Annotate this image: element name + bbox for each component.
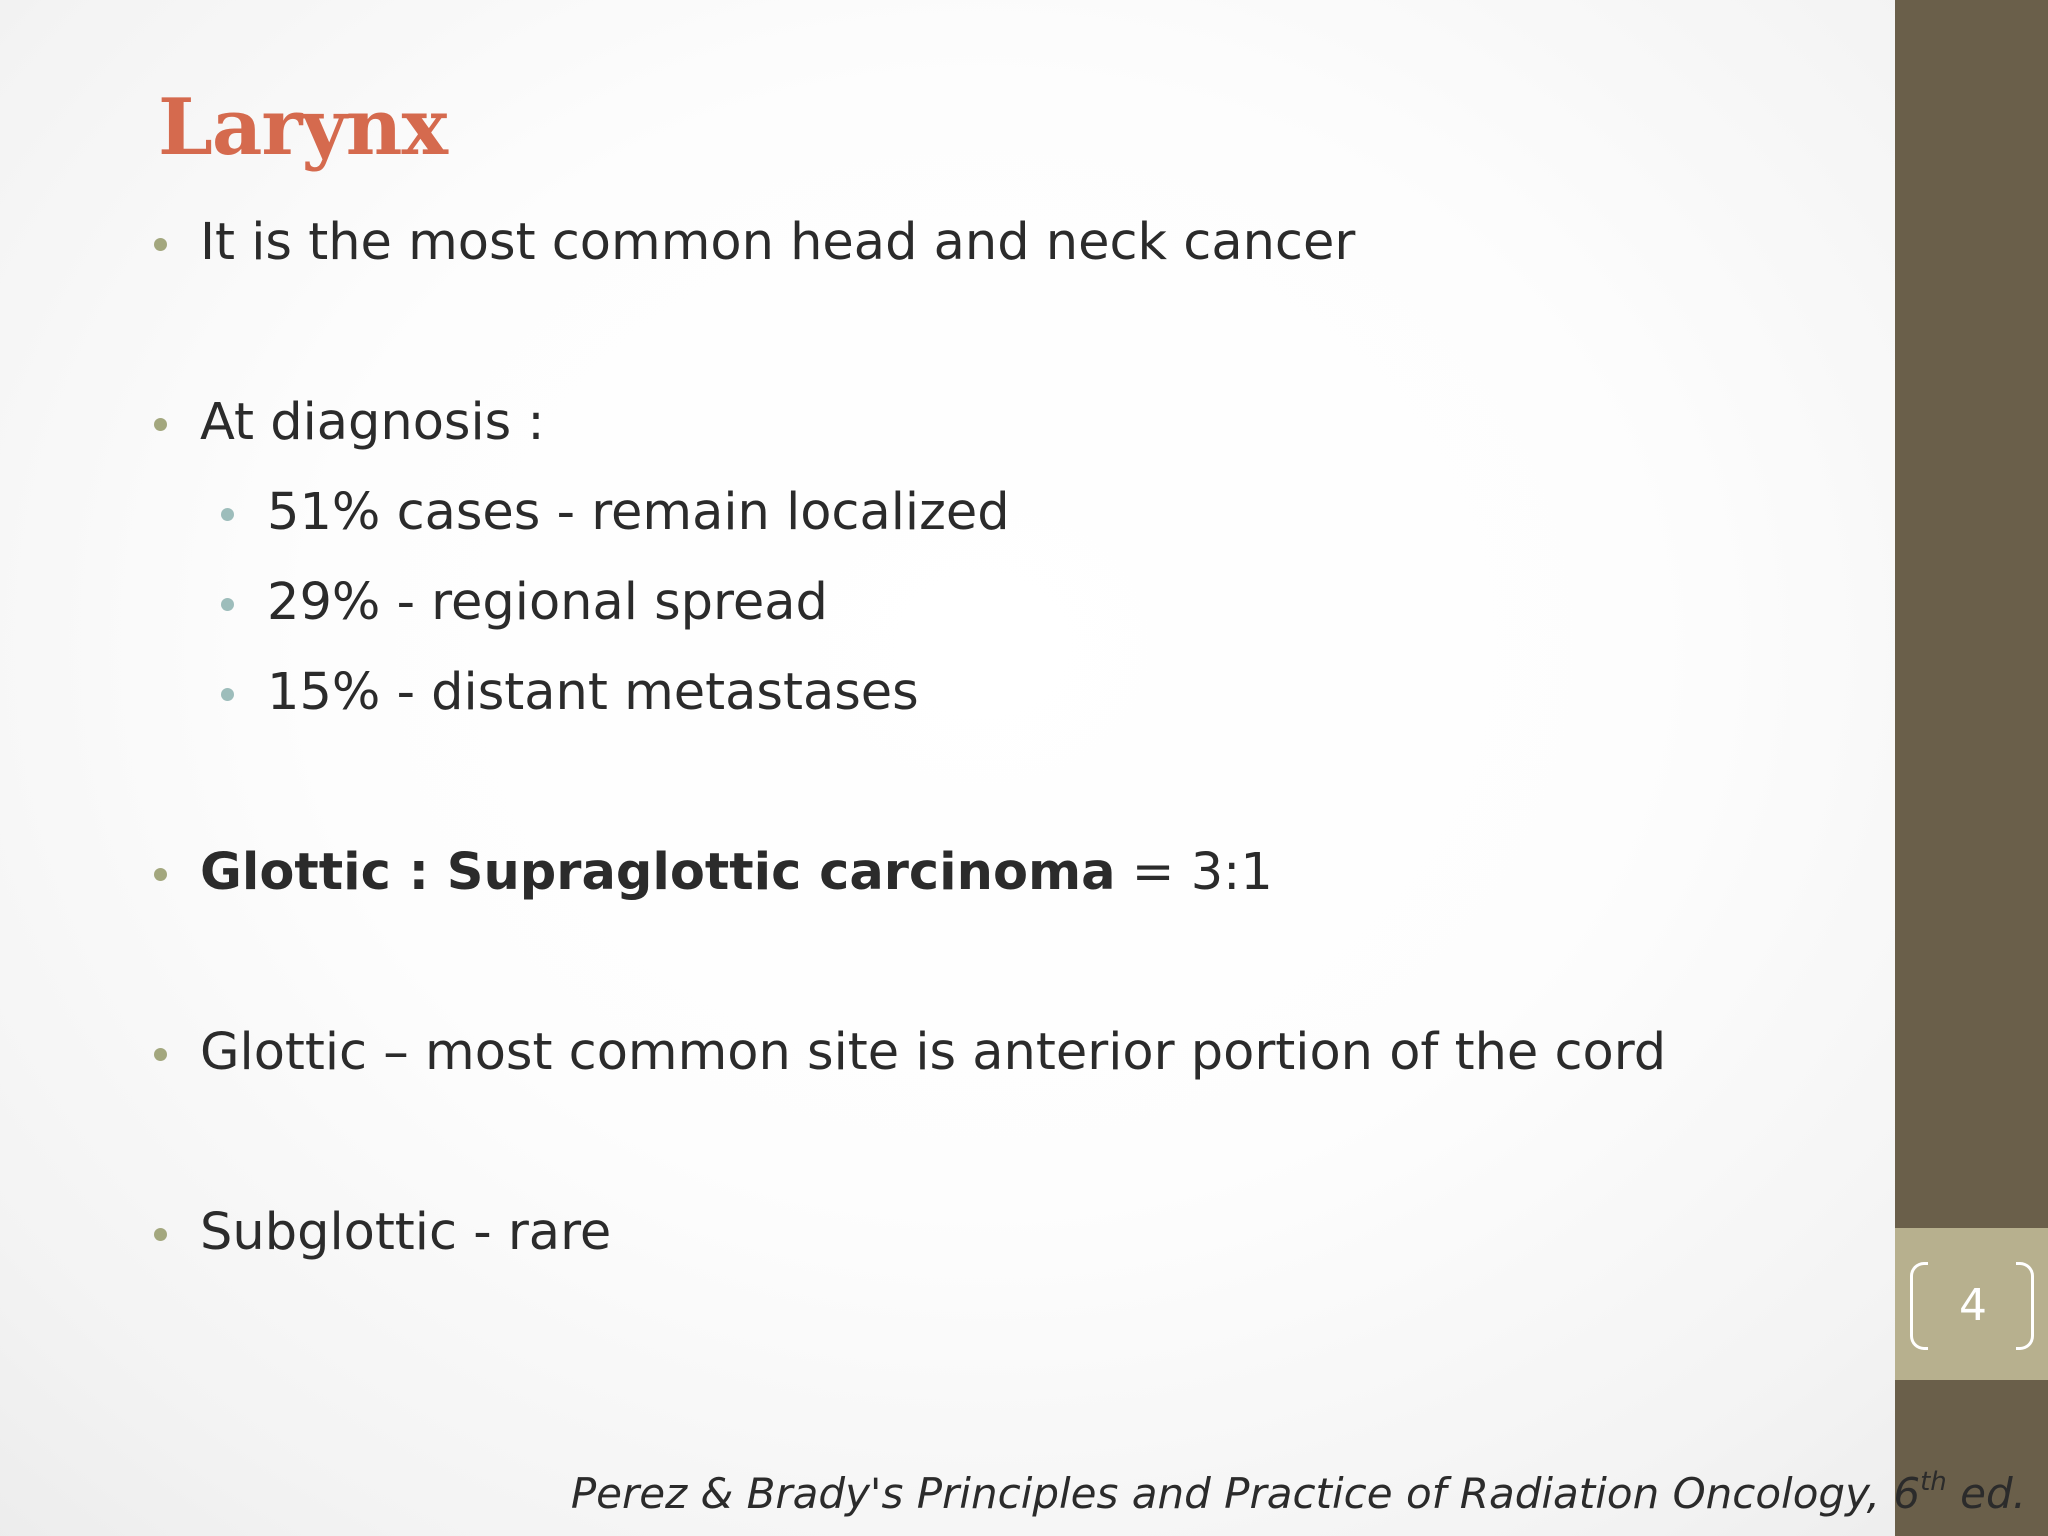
bullet-text: Subglottic - rare	[200, 1203, 612, 1262]
sub-bullet-localized	[267, 478, 1010, 548]
bullet-bold-text: Glottic : Supraglottic carcinoma	[200, 843, 1116, 902]
bullet-subglottic	[200, 1198, 611, 1268]
slide-title: Larynx	[158, 82, 448, 173]
bullet-dot-icon	[154, 868, 167, 881]
bullet-text: It is the most common head and neck cancer	[200, 213, 1356, 272]
bullet-dot-icon	[154, 418, 167, 431]
sub-bullet-text: 51% cases - remain localized	[267, 483, 1010, 542]
citation	[571, 1462, 2026, 1526]
sub-bullet-text: 15% - distant metastases	[267, 663, 919, 722]
sub-bullet-regional	[267, 568, 828, 638]
bullet-at-diagnosis	[200, 388, 545, 458]
bullet-dot-icon	[221, 508, 234, 521]
bullet-text: = 3:1	[1115, 843, 1273, 902]
bullet-most-common	[200, 208, 1355, 278]
citation-superscript: th	[1920, 1467, 1947, 1497]
right-bracket-icon	[2016, 1262, 2034, 1350]
sub-bullet-distant	[267, 658, 919, 728]
citation-main: Perez & Brady's Principles and Practice of Radiation Oncology, 6	[570, 1469, 1921, 1518]
bullet-text: Glottic – most common site is anterior portion of the cord	[200, 1023, 1667, 1082]
bullet-dot-icon	[221, 598, 234, 611]
bullet-dot-icon	[221, 688, 234, 701]
bullet-dot-icon	[154, 238, 167, 251]
bullet-dot-icon	[154, 1228, 167, 1241]
bullet-text: At diagnosis :	[200, 393, 545, 452]
page-number: 4	[1959, 1280, 1987, 1331]
sub-bullet-text: 29% - regional spread	[267, 573, 828, 632]
left-bracket-icon	[1910, 1262, 1928, 1350]
citation-end: ed.	[1946, 1469, 2026, 1518]
bullet-glottic-site	[200, 1018, 1666, 1088]
bullet-dot-icon	[154, 1048, 167, 1061]
bullet-glottic-ratio	[200, 838, 1273, 908]
